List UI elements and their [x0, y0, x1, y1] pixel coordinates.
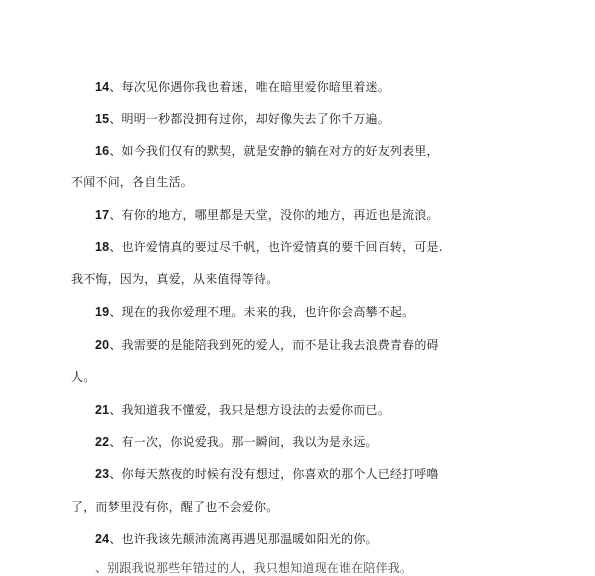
list-item-continuation: 不闻不问，各自生活。 [71, 175, 194, 189]
list-item: 19、现在的我你爱理不理。未来的我，也许你会高攀不起。 [95, 305, 415, 319]
list-item: 22、有一次，你说爱我。那一瞬间，我以为是永远。 [95, 435, 378, 449]
list-item-continuation: 了，而梦里没有你，醒了也不会爱你。 [71, 500, 279, 514]
list-item: 20、我需要的是能陪我到死的爱人，而不是让我去浪费青春的碍 [95, 338, 439, 352]
list-item-continuation: 人。 [71, 370, 96, 384]
list-item: 18、也许爱情真的要过尽千帆，也许爱情真的要千回百转，可是. [95, 240, 443, 254]
cut-off-line [0, 556, 500, 575]
list-item: 23、你每天熬夜的时候有没有想过，你喜欢的那个人已经打呼噜 [95, 467, 439, 481]
list-item: 17、有你的地方，哪里都是天堂，没你的地方，再近也是流浪。 [95, 208, 439, 222]
list-item: 15、明明一秒都没拥有过你，却好像失去了你千万遍。 [95, 112, 390, 126]
list-item: 16、如今我们仅有的默契，就是安静的躺在对方的好友列表里， [95, 144, 439, 158]
list-item: 24、也许我该先颠沛流离再遇见那温暖如阳光的你。 [95, 532, 378, 546]
list-item: 21、我知道我不懂爱，我只是想方设法的去爱你而已。 [95, 403, 390, 417]
partial-text: 、别跟我说那些年错过的人，我只想知道现在谁在陪伴我。 [95, 561, 413, 575]
list-item: 14、每次见你遇你我也着迷，唯在暗里爱你暗里着迷。 [95, 80, 390, 94]
list-item-continuation: 我不悔，因为，真爱，从来值得等待。 [71, 272, 279, 286]
